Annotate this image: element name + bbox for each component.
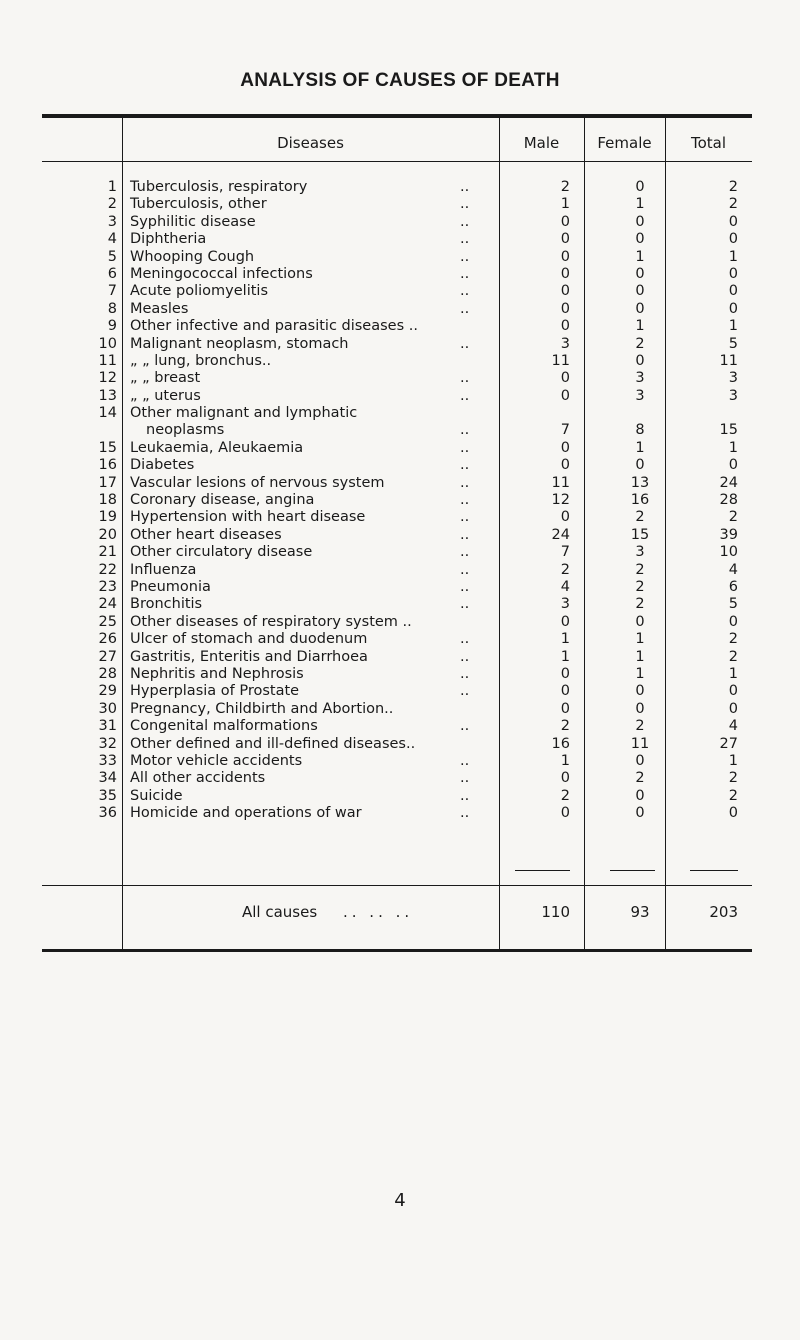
disease-label: Other circulatory disease bbox=[130, 544, 313, 561]
total-count: 1 bbox=[728, 665, 738, 682]
totals-female: 93 bbox=[630, 903, 650, 921]
total-count: 1 bbox=[728, 439, 738, 456]
leader-dots: .. bbox=[460, 805, 470, 822]
row-number: 5 bbox=[107, 248, 117, 265]
total-count: 2 bbox=[728, 770, 738, 787]
table-row bbox=[0, 718, 800, 735]
male-count: 0 bbox=[560, 300, 570, 317]
female-count: 0 bbox=[635, 805, 645, 822]
row-number: 4 bbox=[107, 231, 117, 248]
total-count: 2 bbox=[728, 631, 738, 648]
female-count: 2 bbox=[635, 770, 645, 787]
total-count: 15 bbox=[719, 422, 738, 439]
disease-label: Other diseases of respiratory system .. bbox=[130, 613, 412, 630]
total-count: 10 bbox=[719, 544, 738, 561]
totals-rule bbox=[42, 885, 752, 886]
row-number: 25 bbox=[98, 613, 117, 630]
female-count: 11 bbox=[630, 735, 650, 752]
row-number: 2 bbox=[107, 196, 117, 213]
male-count: 1 bbox=[560, 196, 570, 213]
row-number: 16 bbox=[98, 457, 117, 474]
leader-dots: .. bbox=[460, 213, 470, 230]
table-row bbox=[0, 336, 800, 353]
disease-label: Leukaemia, Aleukaemia bbox=[130, 439, 304, 456]
row-number: 19 bbox=[98, 509, 117, 526]
male-count: 0 bbox=[560, 283, 570, 300]
total-count: 0 bbox=[728, 283, 738, 300]
row-number: 14 bbox=[98, 405, 117, 422]
table-row bbox=[0, 440, 800, 457]
table-row bbox=[0, 614, 800, 631]
row-number: 33 bbox=[98, 752, 117, 769]
leader-dots: .. bbox=[460, 300, 470, 317]
page-title: ANALYSIS OF CAUSES OF DEATH bbox=[240, 70, 560, 91]
female-count: 2 bbox=[635, 718, 645, 735]
female-count: 0 bbox=[635, 613, 645, 630]
disease-label: Bronchitis bbox=[130, 596, 203, 613]
leader-dots: .. bbox=[460, 335, 470, 352]
totals-male: 110 bbox=[541, 903, 570, 921]
leader-dots: .. bbox=[460, 596, 470, 613]
row-number: 7 bbox=[107, 283, 117, 300]
disease-label: Measles bbox=[130, 300, 189, 317]
male-count: 0 bbox=[560, 509, 570, 526]
row-number: 28 bbox=[98, 665, 117, 682]
leader-dots: .. bbox=[460, 231, 470, 248]
leader-dots: .. bbox=[460, 370, 470, 387]
row-number: 9 bbox=[107, 318, 117, 335]
male-count: 0 bbox=[560, 683, 570, 700]
leader-dots: .. bbox=[460, 770, 470, 787]
female-count: 0 bbox=[635, 352, 645, 369]
male-count: 1 bbox=[560, 631, 570, 648]
total-count: 0 bbox=[728, 213, 738, 230]
male-count: 24 bbox=[551, 526, 570, 543]
leader-dots: .. bbox=[460, 439, 470, 456]
disease-label: Malignant neoplasm, stomach bbox=[130, 335, 349, 352]
female-count: 1 bbox=[635, 196, 645, 213]
table-row bbox=[0, 475, 800, 492]
female-count: 0 bbox=[635, 283, 645, 300]
female-count: 2 bbox=[635, 596, 645, 613]
female-count: 0 bbox=[635, 213, 645, 230]
leader-dots: .. bbox=[460, 457, 470, 474]
leader-dots: .. bbox=[460, 265, 470, 282]
female-count: 3 bbox=[635, 387, 645, 404]
row-number: 8 bbox=[107, 300, 117, 317]
total-count: 2 bbox=[728, 648, 738, 665]
total-count: 0 bbox=[728, 805, 738, 822]
disease-label: Motor vehicle accidents bbox=[130, 752, 303, 769]
row-number: 29 bbox=[98, 683, 117, 700]
table-row bbox=[0, 370, 800, 387]
row-number: 12 bbox=[98, 370, 117, 387]
table-row bbox=[0, 318, 800, 335]
male-count: 0 bbox=[560, 248, 570, 265]
table-row bbox=[0, 249, 800, 266]
total-count: 28 bbox=[719, 492, 738, 509]
table-row bbox=[0, 214, 800, 231]
row-number: 30 bbox=[98, 700, 117, 717]
total-count: 1 bbox=[728, 318, 738, 335]
totals-row bbox=[0, 903, 800, 921]
row-number: 3 bbox=[107, 213, 117, 230]
table-row bbox=[0, 283, 800, 300]
total-count: 5 bbox=[728, 596, 738, 613]
table-body bbox=[0, 179, 800, 822]
disease-label: Vascular lesions of nervous system bbox=[130, 474, 385, 491]
male-count: 7 bbox=[560, 422, 570, 439]
row-number: 23 bbox=[98, 579, 117, 595]
female-count: 1 bbox=[635, 648, 645, 665]
table-row bbox=[0, 666, 800, 683]
leader-dots: .. bbox=[460, 283, 470, 300]
disease-label: Ulcer of stomach and duodenum bbox=[130, 631, 368, 648]
disease-label: Gastritis, Enteritis and Diarrhoea bbox=[130, 648, 368, 665]
total-count: 2 bbox=[728, 509, 738, 526]
disease-label: Homicide and operations of war bbox=[130, 805, 362, 822]
female-count: 0 bbox=[635, 787, 645, 804]
leader-dots: .. bbox=[460, 631, 470, 648]
table-row bbox=[0, 805, 800, 822]
male-count: 0 bbox=[560, 265, 570, 282]
leader-dots: .. bbox=[460, 648, 470, 665]
female-count: 8 bbox=[635, 422, 645, 439]
male-count: 2 bbox=[560, 179, 570, 195]
male-count: 12 bbox=[551, 492, 570, 509]
total-count: 2 bbox=[728, 787, 738, 804]
row-number: 20 bbox=[98, 526, 117, 543]
female-subtotal-rule bbox=[610, 870, 655, 871]
table-row bbox=[0, 196, 800, 213]
disease-label: Other heart diseases bbox=[130, 526, 282, 543]
male-count: 4 bbox=[560, 579, 570, 595]
header-male: Male bbox=[523, 134, 560, 152]
disease-label: Pregnancy, Childbirth and Abortion.. bbox=[130, 700, 394, 717]
female-count: 2 bbox=[635, 579, 645, 595]
male-count: 0 bbox=[560, 439, 570, 456]
disease-label: Other malignant and lymphatic bbox=[130, 405, 358, 422]
male-count: 0 bbox=[560, 213, 570, 230]
row-number: 18 bbox=[98, 492, 117, 509]
male-count: 2 bbox=[560, 561, 570, 578]
disease-label: Tuberculosis, respiratory bbox=[130, 179, 308, 195]
disease-label: Acute poliomyelitis bbox=[130, 283, 268, 300]
table-row bbox=[0, 179, 800, 196]
row-number: 15 bbox=[98, 439, 117, 456]
leader-dots: .. bbox=[460, 544, 470, 561]
disease-label-continued: neoplasms bbox=[146, 422, 225, 439]
disease-label: Hyperplasia of Prostate bbox=[130, 683, 300, 700]
row-number: 21 bbox=[98, 544, 117, 561]
male-count: 1 bbox=[560, 752, 570, 769]
disease-label: Suicide bbox=[130, 787, 183, 804]
total-count: 27 bbox=[719, 735, 738, 752]
row-number: 27 bbox=[98, 648, 117, 665]
header-rule bbox=[42, 161, 752, 162]
female-count: 0 bbox=[635, 179, 645, 195]
leader-dots: .. bbox=[460, 561, 470, 578]
disease-label: Diphtheria bbox=[130, 231, 207, 248]
male-count: 0 bbox=[560, 613, 570, 630]
total-count: 11 bbox=[719, 352, 738, 369]
total-count: 0 bbox=[728, 265, 738, 282]
male-count: 0 bbox=[560, 700, 570, 717]
leader-dots: .. bbox=[460, 665, 470, 682]
disease-label: Influenza bbox=[130, 561, 197, 578]
disease-label: Syphilitic disease bbox=[130, 213, 256, 230]
total-count: 24 bbox=[719, 474, 738, 491]
disease-label: „ „ lung, bronchus.. bbox=[130, 352, 272, 369]
disease-label: Meningococcal infections bbox=[130, 265, 313, 282]
total-count: 4 bbox=[728, 561, 738, 578]
table-row bbox=[0, 579, 800, 596]
disease-label: Tuberculosis, other bbox=[130, 196, 267, 213]
totals-total: 203 bbox=[709, 903, 738, 921]
male-count: 0 bbox=[560, 665, 570, 682]
female-count: 2 bbox=[635, 335, 645, 352]
table-row bbox=[0, 631, 800, 648]
disease-label: Coronary disease, angina bbox=[130, 492, 315, 509]
total-count: 2 bbox=[728, 179, 738, 195]
row-number: 32 bbox=[98, 735, 117, 752]
disease-label: „ „ breast bbox=[130, 370, 201, 387]
total-subtotal-rule bbox=[690, 870, 738, 871]
male-count: 0 bbox=[560, 770, 570, 787]
total-count: 0 bbox=[728, 231, 738, 248]
male-count: 7 bbox=[560, 544, 570, 561]
female-count: 0 bbox=[635, 265, 645, 282]
header-diseases: Diseases bbox=[277, 134, 344, 152]
row-number: 11 bbox=[98, 352, 117, 369]
row-number: 17 bbox=[98, 474, 117, 491]
total-count: 5 bbox=[728, 335, 738, 352]
total-count: 4 bbox=[728, 718, 738, 735]
total-count: 2 bbox=[728, 196, 738, 213]
total-count: 0 bbox=[728, 300, 738, 317]
leader-dots: .. bbox=[460, 387, 470, 404]
female-count: 2 bbox=[635, 561, 645, 578]
leader-dots: .. bbox=[460, 422, 470, 439]
male-count: 2 bbox=[560, 787, 570, 804]
female-count: 15 bbox=[630, 526, 650, 543]
table-row bbox=[0, 649, 800, 666]
total-count: 0 bbox=[728, 457, 738, 474]
disease-label: „ „ uterus bbox=[130, 387, 201, 404]
male-count: 11 bbox=[551, 474, 570, 491]
female-count: 1 bbox=[635, 318, 645, 335]
female-count: 16 bbox=[630, 492, 650, 509]
female-count: 0 bbox=[635, 700, 645, 717]
table-row bbox=[0, 736, 800, 753]
table-row bbox=[0, 492, 800, 509]
table-row bbox=[0, 405, 800, 440]
disease-label: Other defined and ill-defined diseases.. bbox=[130, 735, 416, 752]
total-count: 1 bbox=[728, 248, 738, 265]
male-count: 16 bbox=[551, 735, 570, 752]
row-number: 36 bbox=[98, 805, 117, 822]
disease-label: Whooping Cough bbox=[130, 248, 255, 265]
total-count: 1 bbox=[728, 752, 738, 769]
male-count: 3 bbox=[560, 335, 570, 352]
disease-label: Congenital malformations bbox=[130, 718, 318, 735]
disease-label: Pneumonia bbox=[130, 579, 211, 595]
table-row bbox=[0, 770, 800, 787]
row-number: 6 bbox=[107, 265, 117, 282]
leader-dots: .. bbox=[460, 492, 470, 509]
table-row bbox=[0, 701, 800, 718]
female-count: 3 bbox=[635, 544, 645, 561]
female-count: 0 bbox=[635, 683, 645, 700]
totals-label: All causes bbox=[242, 903, 318, 921]
table-row bbox=[0, 753, 800, 770]
total-count: 6 bbox=[728, 579, 738, 595]
total-count: 3 bbox=[728, 387, 738, 404]
female-count: 0 bbox=[635, 231, 645, 248]
total-count: 3 bbox=[728, 370, 738, 387]
leader-dots: .. bbox=[460, 196, 470, 213]
female-count: 1 bbox=[635, 631, 645, 648]
leader-dots: .. bbox=[460, 179, 470, 195]
table-top-rule bbox=[42, 114, 752, 118]
leader-dots: .. bbox=[460, 474, 470, 491]
disease-label: All other accidents bbox=[130, 770, 266, 787]
row-number: 13 bbox=[98, 387, 117, 404]
female-count: 1 bbox=[635, 248, 645, 265]
table-row bbox=[0, 301, 800, 318]
table-bottom-rule bbox=[42, 949, 752, 952]
leader-dots: .. bbox=[460, 509, 470, 526]
row-number: 26 bbox=[98, 631, 117, 648]
header-female: Female bbox=[597, 134, 652, 152]
table-row bbox=[0, 562, 800, 579]
leader-dots: .. bbox=[460, 579, 470, 595]
table-row bbox=[0, 527, 800, 544]
row-number: 10 bbox=[98, 335, 117, 352]
male-count: 2 bbox=[560, 718, 570, 735]
row-number: 1 bbox=[107, 179, 117, 195]
leader-dots: .. bbox=[460, 752, 470, 769]
male-count: 3 bbox=[560, 596, 570, 613]
row-number: 35 bbox=[98, 787, 117, 804]
leader-dots: .. bbox=[460, 718, 470, 735]
total-count: 0 bbox=[728, 683, 738, 700]
row-number: 22 bbox=[98, 561, 117, 578]
female-count: 0 bbox=[635, 457, 645, 474]
table-row bbox=[0, 596, 800, 613]
total-count: 39 bbox=[719, 526, 738, 543]
male-count: 11 bbox=[551, 352, 570, 369]
page-number: 4 bbox=[394, 1190, 406, 1211]
header-total: Total bbox=[690, 134, 727, 152]
male-count: 0 bbox=[560, 805, 570, 822]
male-subtotal-rule bbox=[515, 870, 570, 871]
totals-leader-dots: .. .. .. bbox=[343, 903, 414, 921]
table-row bbox=[0, 544, 800, 561]
female-count: 13 bbox=[630, 474, 650, 491]
disease-label: Other infective and parasitic diseases .. bbox=[130, 318, 418, 335]
table-row bbox=[0, 266, 800, 283]
female-count: 0 bbox=[635, 752, 645, 769]
row-number: 34 bbox=[98, 770, 117, 787]
female-count: 3 bbox=[635, 370, 645, 387]
table-row bbox=[0, 683, 800, 700]
total-count: 0 bbox=[728, 700, 738, 717]
leader-dots: .. bbox=[460, 683, 470, 700]
table-row bbox=[0, 353, 800, 370]
female-count: 1 bbox=[635, 665, 645, 682]
male-count: 1 bbox=[560, 648, 570, 665]
leader-dots: .. bbox=[460, 526, 470, 543]
table-row bbox=[0, 231, 800, 248]
leader-dots: .. bbox=[460, 248, 470, 265]
disease-label: Diabetes bbox=[130, 457, 195, 474]
disease-label: Nephritis and Nephrosis bbox=[130, 665, 304, 682]
disease-label: Hypertension with heart disease bbox=[130, 509, 366, 526]
female-count: 0 bbox=[635, 300, 645, 317]
male-count: 0 bbox=[560, 370, 570, 387]
male-count: 0 bbox=[560, 318, 570, 335]
table-row bbox=[0, 457, 800, 474]
male-count: 0 bbox=[560, 231, 570, 248]
table-row bbox=[0, 509, 800, 526]
female-count: 2 bbox=[635, 509, 645, 526]
table-row bbox=[0, 388, 800, 405]
male-count: 0 bbox=[560, 457, 570, 474]
female-count: 1 bbox=[635, 439, 645, 456]
row-number: 24 bbox=[98, 596, 117, 613]
table-row bbox=[0, 788, 800, 805]
male-count: 0 bbox=[560, 387, 570, 404]
row-number: 31 bbox=[98, 718, 117, 735]
total-count: 0 bbox=[728, 613, 738, 630]
leader-dots: .. bbox=[460, 787, 470, 804]
